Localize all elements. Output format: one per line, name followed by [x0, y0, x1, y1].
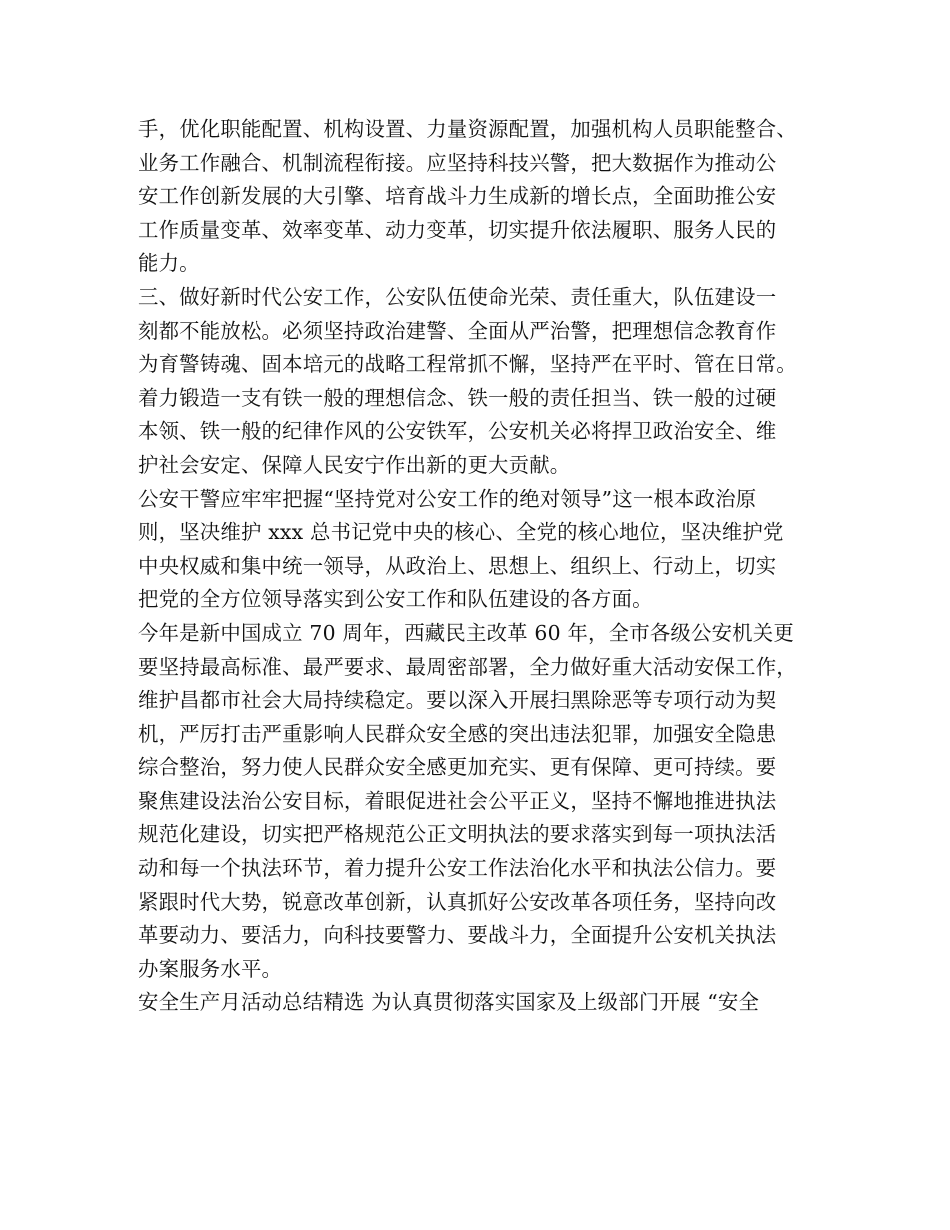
text-line: 安工作创新发展的大引擎、培育战斗力生成新的增长点，全面助推公安: [138, 184, 777, 209]
text-line: 为育警铸魂、固本培元的战略工程常抓不懈，坚持严在平时、管在日常。: [138, 352, 797, 377]
text-line: 三、做好新时代公安工作，公安队伍使命光荣、责任重大，队伍建设一: [138, 284, 777, 309]
text-line: 机，严厉打击严重影响人民群众安全感的突出违法犯罪，加强安全隐患: [138, 721, 777, 746]
paragraph-1: [138, 113, 838, 281]
document-page: [138, 113, 838, 1020]
paragraph-2: [138, 281, 838, 483]
text-line: 护社会安定、保障人民安宁作出新的更大贡献。: [138, 452, 571, 477]
text-line: 把党的全方位领导落实到公安工作和队伍建设的各方面。: [138, 587, 653, 612]
text-line: 安全生产月活动总结精选 为认真贯彻落实国家及上级部门开展 “安全: [138, 990, 760, 1015]
text-line: 革要动力、要活力，向科技要警力、要战斗力，全面提升公安机关执法: [138, 923, 777, 948]
text-line: 维护昌都市社会大局持续稳定。要以深入开展扫黑除恶等专项行动为契: [138, 688, 777, 713]
text-line: 手，优化职能配置、机构设置、力量资源配置，加强机构人员职能整合、: [138, 117, 797, 141]
paragraph-3: [138, 483, 838, 617]
text-line: 紧跟时代大势，锐意改革创新，认真抓好公安改革各项任务，坚持向改: [138, 889, 777, 914]
text-line: 着力锻造一支有铁一般的理想信念、铁一般的责任担当、铁一般的过硬: [138, 385, 777, 410]
text-line: 公安干警应牢牢把握“坚持党对公安工作的绝对领导”这一根本政治原: [138, 486, 757, 511]
text-line: 刻都不能放松。必须坚持政治建警、全面从严治警，把理想信念教育作: [138, 318, 777, 343]
text-line: 办案服务水平。: [138, 956, 283, 981]
text-line: 规范化建设，切实把严格规范公正文明执法的要求落实到每一项执法活: [138, 822, 777, 847]
text-line: 今年是新中国成立 70 周年，西藏民主改革 60 年，全市各级公安机关更: [138, 620, 794, 645]
text-line: 本领、铁一般的纪律作风的公安铁军，公安机关必将捍卫政治安全、维: [138, 419, 777, 444]
text-line: 综合整治，努力使人民群众安全感更加充实、更有保障、更可持续。要: [138, 755, 777, 780]
text-line: 中央权威和集中统一领导，从政治上、思想上、组织上、行动上，切实: [138, 553, 777, 578]
text-line: 业务工作融合、机制流程衔接。应坚持科技兴警，把大数据作为推动公: [138, 150, 777, 175]
paragraph-5: [138, 986, 838, 1020]
text-line: 能力。: [138, 251, 200, 276]
text-line: 动和每一个执法环节，着力提升公安工作法治化水平和执法公信力。要: [138, 856, 777, 881]
text-line: 则，坚决维护 xxx 总书记党中央的核心、全党的核心地位，坚决维护党: [138, 520, 784, 545]
text-line: 工作质量变革、效率变革、动力变革，切实提升依法履职、服务人民的: [138, 217, 777, 242]
text-line: 要坚持最高标准、最严要求、最周密部署，全力做好重大活动安保工作，: [138, 654, 797, 679]
text-line: 聚焦建设法治公安目标，着眼促进社会公平正义，坚持不懈地推进执法: [138, 788, 777, 813]
paragraph-4: [138, 617, 838, 987]
